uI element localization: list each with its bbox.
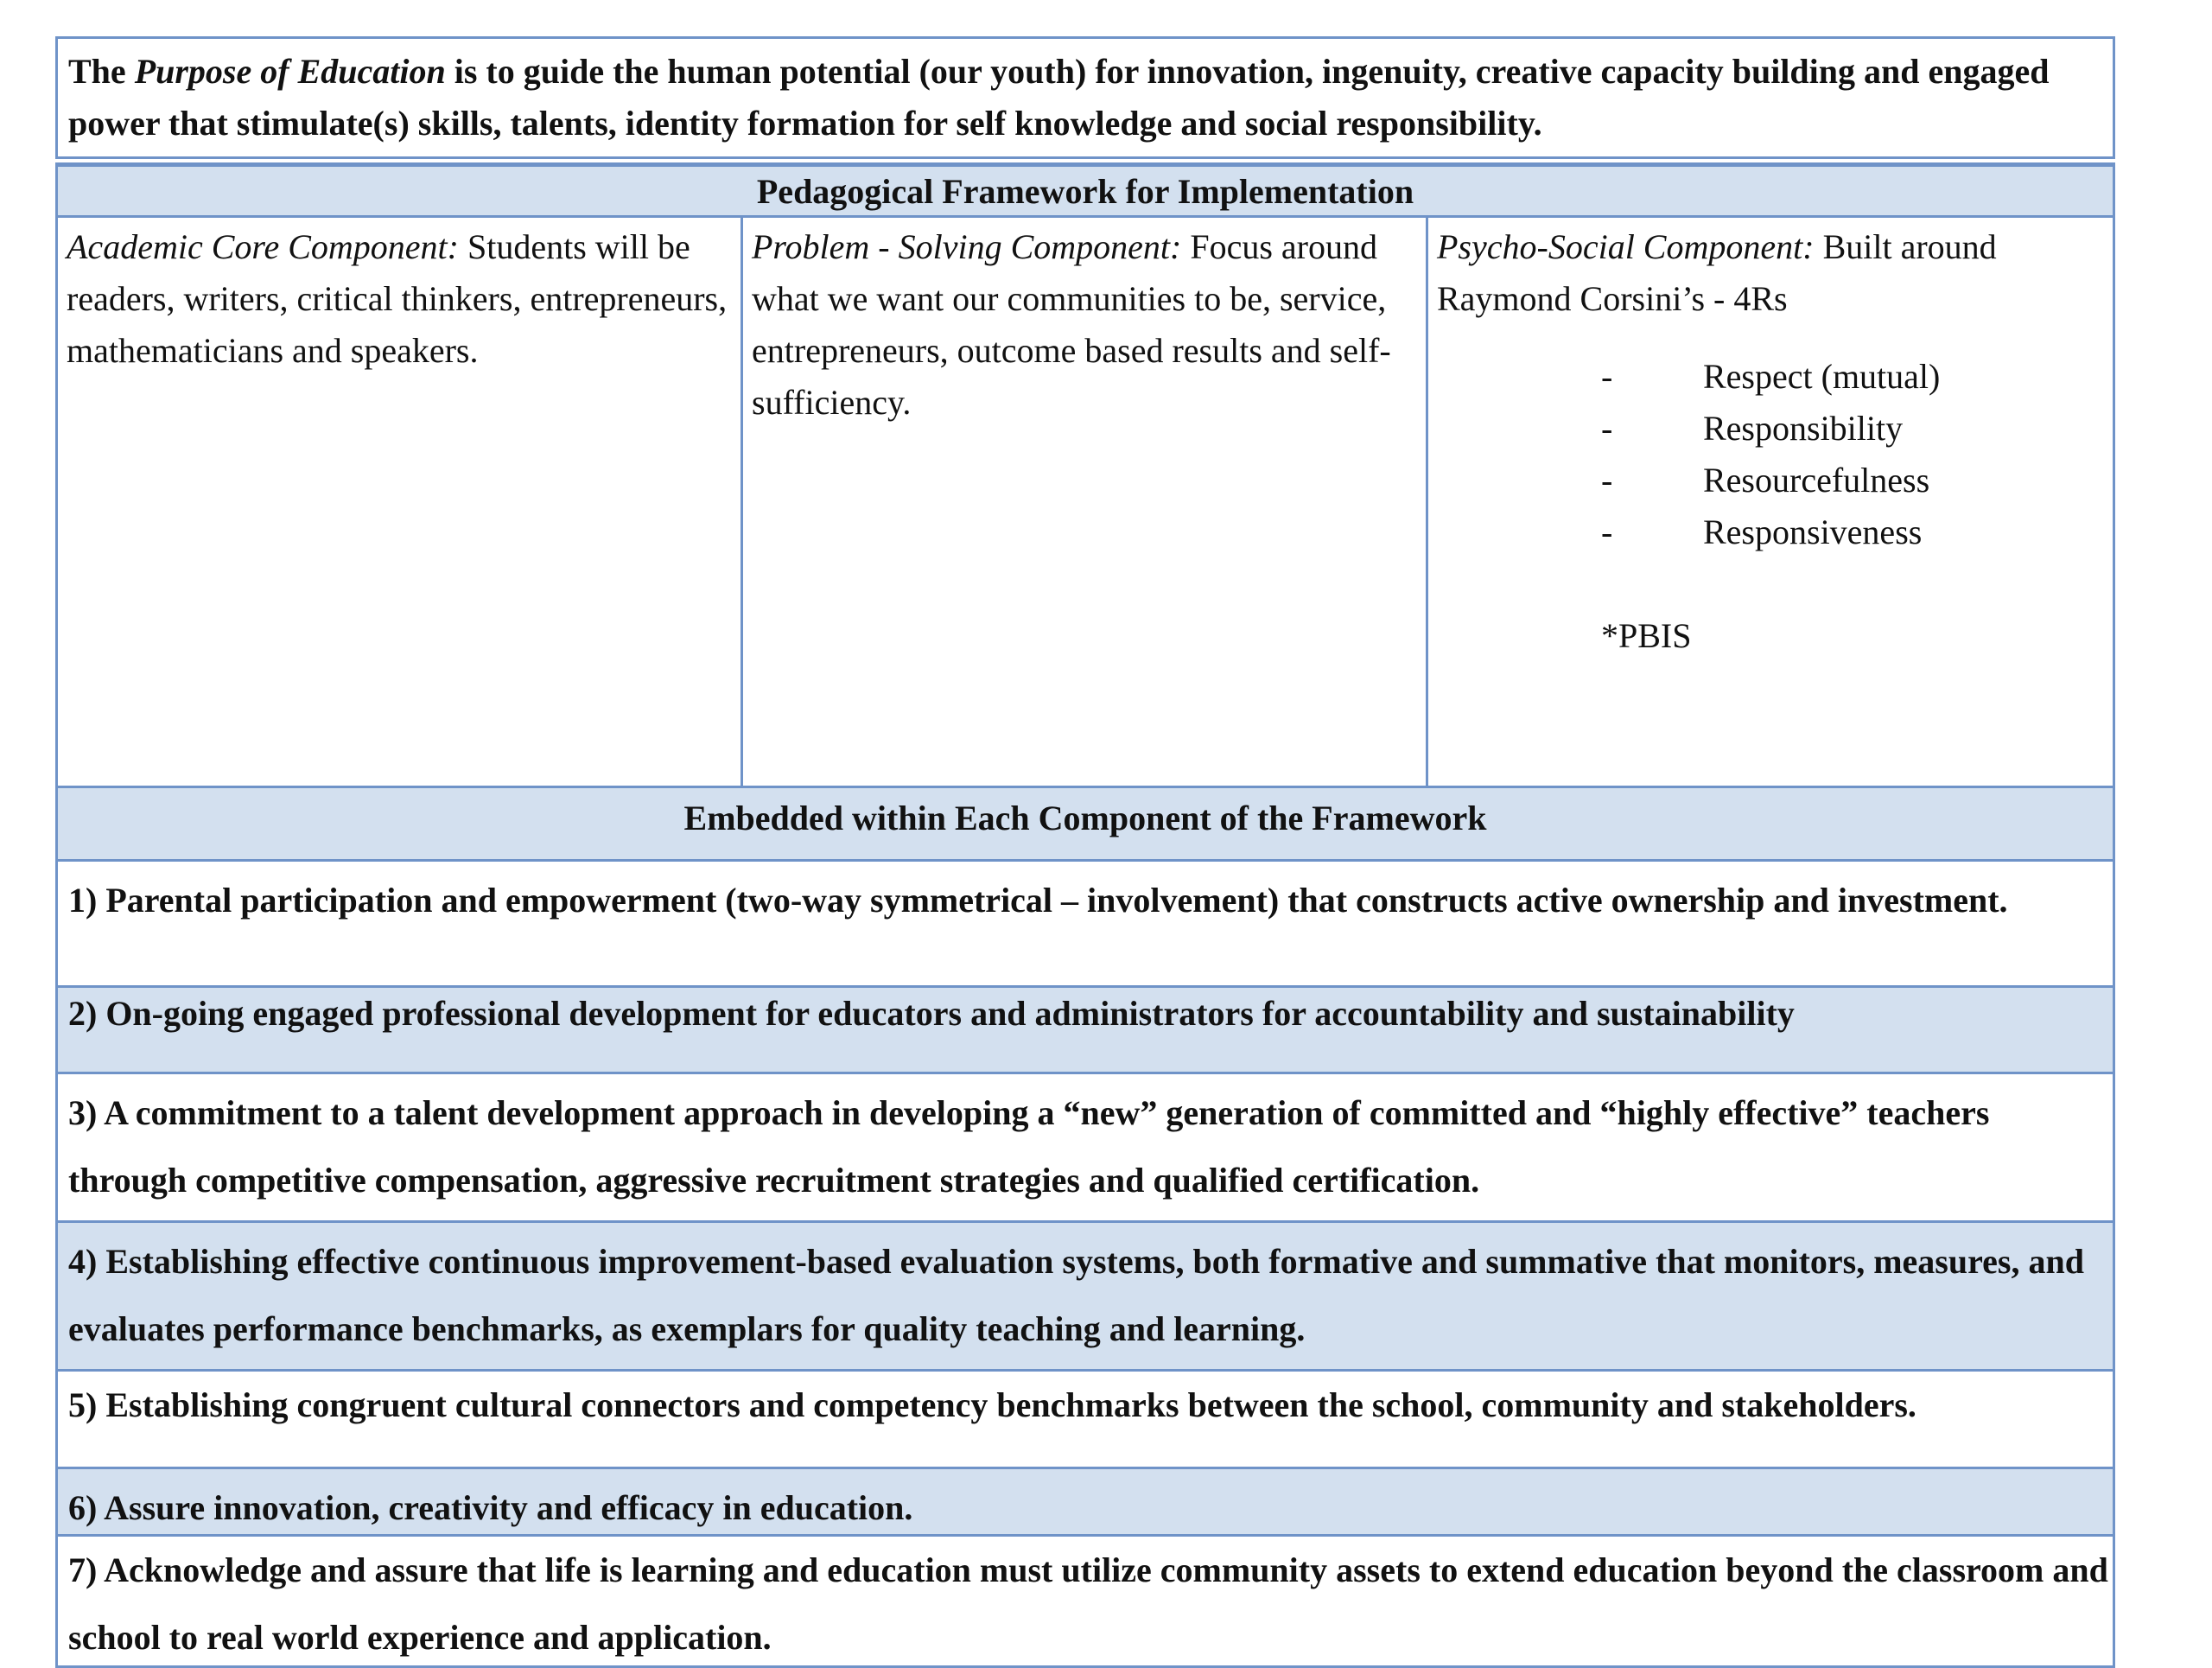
list-item [1437, 455, 2102, 506]
academic-core-text: Students will be readers, writers, critical thinkers, entrepreneurs, mathematicians and speakers. [67, 227, 728, 370]
purpose-text: is to guide the human potential (our youth) for innovation, ingenuity, creative capacity building and engaged power that stimulate(s) skills, talents, identity formation for self knowledge and social responsibility. [68, 52, 2050, 143]
dash-bullet: - [1601, 409, 1613, 448]
embedded-item-5: 5) Establishing congruent cultural connectors and competency benchmarks between the school, community and stakeholders. [55, 1372, 2115, 1469]
problem-solving-cell [743, 218, 1428, 786]
list-item-label: Responsiveness [1703, 512, 1923, 551]
list-item [1437, 506, 2102, 558]
psycho-social-text: Built around Raymond Corsini’s - 4Rs [1437, 227, 1997, 318]
embedded-item-6: 6) Assure innovation, creativity and efficacy in education. [55, 1469, 2115, 1537]
embedded-item-4: 4) Establishing effective continuous improvement-based evaluation systems, both formative and summative that monitors, measures, and evaluates performance benchmarks, as exemplars for quality teaching and learning. [55, 1223, 2115, 1372]
dash-bullet: - [1601, 512, 1613, 551]
list-item-label: Resourcefulness [1703, 461, 1930, 500]
problem-solving-text: Focus around what we want our communities to be, service, entrepreneurs, outcome based results and self-sufficiency. [752, 227, 1391, 422]
embedded-item-3: 3) A commitment to a talent development approach in developing a “new” generation of committed and “highly effective” teachers through competitive compensation, aggressive recruitment strategies and qualified certification. [55, 1074, 2115, 1223]
psycho-social-title: Psycho-Social Component: [1437, 227, 1815, 266]
embedded-heading: Embedded within Each Component of the Framework [55, 788, 2115, 862]
academic-core-cell [58, 218, 743, 786]
framework-heading: Pedagogical Framework for Implementation [55, 162, 2115, 218]
embedded-item-2: 2) On-going engaged professional development for educators and administrators for accountability and sustainability [55, 988, 2115, 1074]
list-item-label: Respect (mutual) [1703, 357, 1941, 396]
dash-bullet: - [1601, 461, 1613, 500]
four-rs-list [1437, 351, 2102, 558]
list-item-label: Responsibility [1703, 409, 1904, 448]
psycho-social-cell [1428, 218, 2113, 786]
academic-core-title: Academic Core Component: [67, 227, 459, 266]
list-item [1437, 403, 2102, 455]
purpose-statement [55, 36, 2115, 159]
framework-components [55, 218, 2115, 788]
pbis-note: *PBIS [1601, 616, 1692, 655]
education-framework-document [55, 36, 2115, 1668]
embedded-item-7: 7) Acknowledge and assure that life is learning and education must utilize community assets to extend education beyond the classroom and school to real world experience and application. [55, 1537, 2115, 1668]
list-item [1437, 351, 2102, 403]
purpose-prefix: The [68, 52, 135, 91]
embedded-item-1: 1) Parental participation and empowerment (two-way symmetrical – involvement) that constructs active ownership and investment. [55, 862, 2115, 988]
problem-solving-title: Problem - Solving Component: [752, 227, 1182, 266]
purpose-emphasis: Purpose of Education [134, 52, 446, 91]
dash-bullet: - [1601, 357, 1613, 396]
